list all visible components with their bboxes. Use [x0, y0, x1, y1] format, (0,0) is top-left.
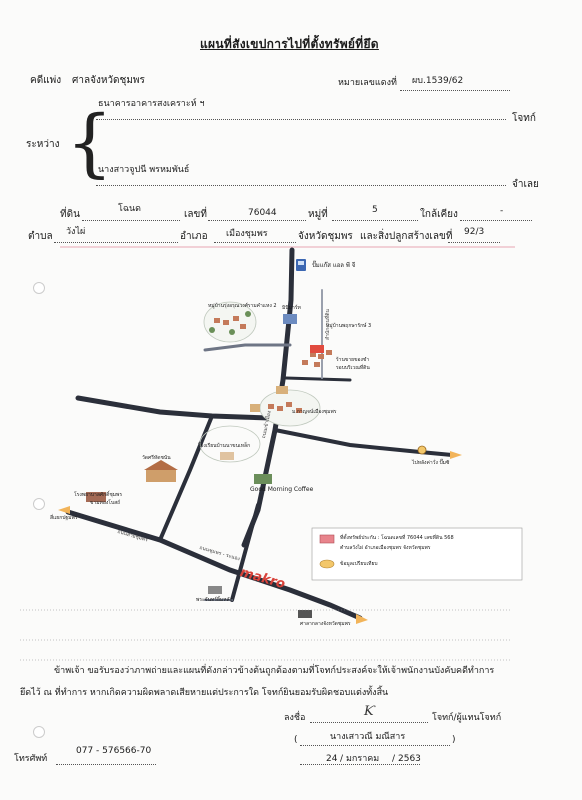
signer-dotline: [300, 745, 450, 746]
label-village-mid: หมู่บ้านพฤกษารักษ์ 3: [326, 323, 372, 329]
temple-icon: [146, 470, 176, 482]
school-icon: [220, 452, 234, 460]
label-school: โรงเรียนบ้านนาขนเหล็ก: [198, 443, 251, 449]
label-small-note-4: ถนนชุมพร - ระนอง: [198, 545, 241, 563]
date-month: มกราคม: [346, 754, 380, 764]
case-number-label: หมายเลขแดงที่: [338, 78, 397, 88]
arrow-east-icon: [450, 451, 462, 459]
label-dest-right: ไปหลังค่าวั่ง ปั๊มซิ: [412, 460, 450, 466]
phone-dotline: [56, 764, 156, 765]
signature: Ƙ: [364, 704, 374, 719]
date-sep-2: /: [392, 754, 396, 764]
road-small-east: [286, 378, 350, 380]
parties-brace: {: [66, 100, 114, 186]
sign-role: โจทก์/ผู้แทนโจทก์: [432, 713, 502, 723]
court-name: ศาลจังหวัดชุมพร: [72, 75, 145, 86]
town-hall-icon: [298, 610, 312, 618]
date-day: 24: [326, 754, 338, 764]
building-icon: [276, 386, 288, 394]
sign-dotline: [310, 722, 428, 723]
legend-subject-label-2: ตำบลวังไผ่ อำเภอเมืองชุมพร จังหวัดชุมพร: [340, 545, 431, 551]
certify-line-1: ข้าพเจ้า ขอรับรองว่าภาพถ่ายและแผนที่ดังกล่าวข้างต้นถูกต้องตามที่โจทก์ประสงค์จะให้เจ้าพนักงานบังคับคดีทำการ: [54, 666, 495, 676]
defendant-role: จำเลย: [512, 179, 539, 190]
label-town-hall: ศาลากลางจังหวัดชุมพร: [300, 621, 351, 627]
compare-marker: [418, 446, 426, 454]
province-name: จังหวัดชุมพร: [298, 231, 353, 242]
legend-compare-marker: [320, 560, 334, 568]
label-good-morning: Good Morning Coffee: [250, 486, 314, 493]
label-village-top: หมู่บ้านรุ่งอรุณวงศ์รามคำแหง 2: [208, 303, 277, 309]
building-label: และสิ่งปลูกสร้างเลขที่: [360, 231, 453, 242]
label-shop: มินิมาร์ท: [282, 305, 301, 311]
label-hospital: โรงพยาบาลศักดิ์ชุมพร: [74, 492, 123, 498]
plaintiff-name: ธนาคารอาคารสงเคราะห์ ฯ: [98, 99, 205, 109]
label-dest-left: สี่แยกปฐมพร: [50, 515, 78, 521]
label-small-note-1: ร้านขายของชำ: [336, 357, 370, 363]
subject-property-marker: [310, 345, 324, 353]
label-temple: วัดศรีหัดชนัน: [142, 455, 171, 461]
moo-label: หมู่ที่: [308, 209, 328, 220]
document-title: แผนที่สังเขปการไปที่ตั้งทรัพย์ที่ยึด: [200, 37, 379, 51]
land-number-label: เลขที่: [184, 209, 207, 220]
label-road-main: ถนนสายชุมพร: [116, 529, 149, 544]
amphoe-label: อำเภอ: [180, 231, 208, 242]
case-number: ผบ.1539/62: [412, 76, 464, 86]
land-label: ที่ดิน: [60, 209, 80, 220]
legend-compare-label: ข้อมูลเปรียบเทียบ: [340, 561, 378, 567]
arrow-southeast-icon: [356, 614, 368, 624]
road-south-branch: [232, 505, 258, 600]
building-icon: [250, 404, 260, 412]
tambon-label: ตำบล: [28, 231, 53, 242]
phone-label: โทรศัพท์: [14, 754, 48, 764]
cafe-icon: [254, 474, 272, 484]
certify-line-2: ยึดไว้ ณ ที่ทำการ หากเกิดความผิดพลาดเสียหายแต่ประการใด โจทก์ยินยอมรับผิดชอบแต่งทั้งสิ้น: [20, 688, 389, 698]
date-sep-1: /: [340, 754, 344, 764]
between-label: ระหว่าง: [26, 139, 60, 150]
legend-subject-marker: [320, 535, 334, 543]
label-gas-station: ปั๊มแก๊ส แอล พี จี: [312, 262, 356, 269]
signer-name: นางเสาวณี มณีสาร: [330, 732, 406, 742]
case-label: คดีแพ่ง: [30, 75, 62, 86]
near-value: -: [500, 206, 504, 216]
temple-roof-icon: [144, 460, 178, 470]
tambon-name: วังไผ่: [66, 227, 86, 237]
shop-icon: [283, 314, 297, 324]
arrow-west-icon: [58, 506, 70, 514]
plaintiff-role: โจทก์: [512, 113, 536, 124]
label-market: พระจันทร์ยิ้มหลัง: [196, 597, 233, 603]
near-label: ใกล้เคียง: [420, 209, 458, 220]
amphoe-name: เมืองชุมพร: [226, 229, 268, 239]
date-year: 2563: [398, 754, 421, 764]
signer-open-paren: (: [294, 735, 298, 745]
land-number: 76044: [248, 208, 277, 218]
building-number: 92/3: [464, 227, 485, 237]
gas-station-icon: [296, 259, 306, 271]
signer-close-paren: ): [452, 735, 456, 745]
phone-number: 077 - 576566-70: [76, 746, 152, 756]
legend-subject-label: ที่ตั้งทรัพย์ประกัน : โฉนดเลขที่ 76044 เลขที่ดิน 568: [340, 535, 454, 541]
label-makro: makro: [238, 565, 287, 593]
road-village-top: [205, 345, 290, 350]
label-hospital-2: ขามทองโบสถ์: [90, 500, 121, 506]
label-small-note-3: สำนักงานที่ดิน: [325, 309, 331, 340]
label-road-side: ถนนเข้าเมือง: [261, 410, 273, 440]
defendant-name: นางสาวจูปนี พรหมพันธ์: [98, 165, 190, 175]
label-village-right: ม.กาญจน์เมืองชุมพร: [292, 409, 337, 415]
land-type: โฉนด: [118, 204, 141, 214]
market-icon: [208, 586, 222, 594]
label-small-note-2: รอบบริเวณที่ดิน: [336, 365, 370, 371]
date-dotline: [300, 764, 420, 765]
sign-label: ลงชื่อ: [284, 713, 306, 723]
moo-number: 5: [372, 205, 378, 215]
road-west: [78, 398, 270, 418]
